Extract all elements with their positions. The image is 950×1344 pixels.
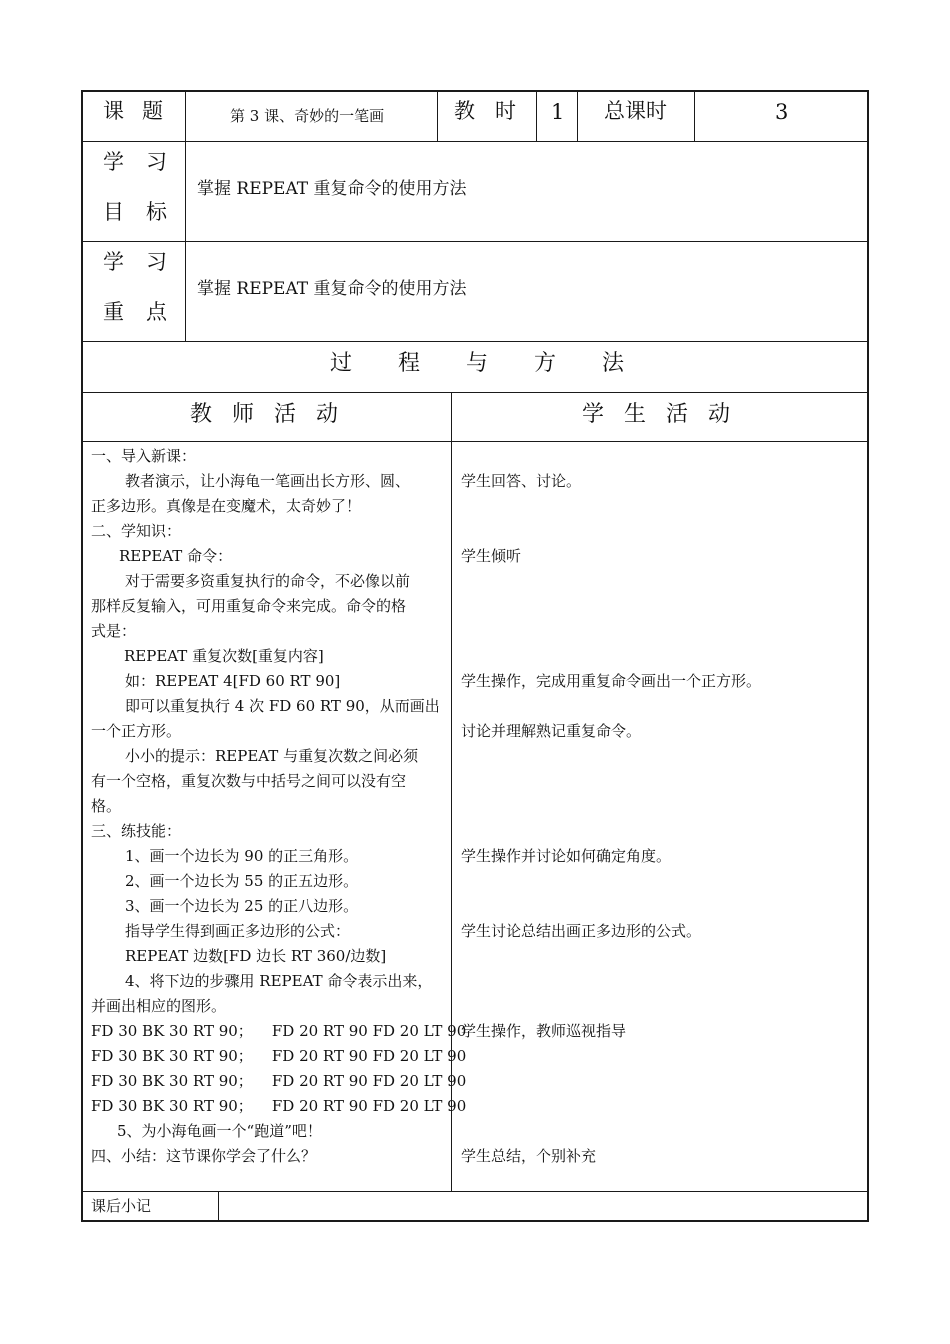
objective-label-line1: 学习 <box>103 150 189 174</box>
teacher-line: FD 30 BK 30 RT 90； FD 20 RT 90 FD 20 LT 90 <box>91 1047 467 1065</box>
topic-value: 第 3 课、奇妙的一笔画 <box>230 107 385 125</box>
focus-label-line1: 学习 <box>103 250 189 274</box>
teacher-line: 如：REPEAT 4[FD 60 RT 90] <box>125 672 341 690</box>
teacher-line: 那样反复输入，可用重复命令来完成。命令的格 <box>91 597 407 615</box>
teacher-line: REPEAT 命令： <box>119 547 233 565</box>
teacher-line: FD 30 BK 30 RT 90； FD 20 RT 90 FD 20 LT 90 <box>91 1022 467 1040</box>
teacher-line: 3、画一个边长为 25 的正八边形。 <box>125 897 359 915</box>
teacher-line: 5、为小海龟画一个“跑道”吧！ <box>117 1122 322 1140</box>
table-border-top <box>81 90 869 92</box>
objective-label-line2: 目标 <box>103 200 189 224</box>
student-line: 学生操作并讨论如何确定角度。 <box>461 847 672 865</box>
teacher-line: 格。 <box>91 797 122 815</box>
teacher-line: 二、学知识： <box>91 522 182 540</box>
student-line: 学生操作，教师巡视指导 <box>461 1022 627 1040</box>
student-line: 讨论并理解熟记重复命令。 <box>461 722 642 740</box>
section-title: 过程与方法 <box>330 351 671 376</box>
col-divider-total-value <box>694 90 695 142</box>
row-divider-focus <box>81 241 869 242</box>
teacher-line: 三、练技能： <box>91 822 182 840</box>
teacher-line: FD 30 BK 30 RT 90； FD 20 RT 90 FD 20 LT 90 <box>91 1072 467 1090</box>
teacher-line: 4、将下边的步骤用 REPEAT 命令表示出来， <box>125 972 433 990</box>
teacher-column-heading: 教师活动 <box>190 402 359 427</box>
teacher-line: 1、画一个边长为 90 的正三角形。 <box>125 847 359 865</box>
total-hours-label: 总课时 <box>604 99 667 123</box>
teacher-line: 指导学生得到画正多边形的公式： <box>125 922 351 940</box>
teacher-line: REPEAT 边数[FD 边长 RT 360/边数] <box>125 947 387 965</box>
teacher-line: 四、小结：这节课你学会了什么？ <box>91 1147 317 1165</box>
table-border-left <box>81 90 83 1222</box>
teacher-line: REPEAT 重复次数[重复内容] <box>124 647 324 665</box>
teacher-line: 2、画一个边长为 55 的正五边形。 <box>125 872 359 890</box>
teacher-line: FD 30 BK 30 RT 90； FD 20 RT 90 FD 20 LT 90 <box>91 1097 467 1115</box>
hours-value: 1 <box>551 100 565 124</box>
teacher-line: 一个正方形。 <box>91 722 182 740</box>
student-line: 学生总结，个别补充 <box>461 1147 597 1165</box>
row-divider-objective <box>81 141 869 142</box>
col-divider-total-label <box>577 90 578 142</box>
focus-label-line2: 重点 <box>103 300 189 324</box>
focus-text: 掌握 REPEAT 重复命令的使用方法 <box>197 279 467 299</box>
objective-text: 掌握 REPEAT 重复命令的使用方法 <box>197 179 467 199</box>
student-line: 学生倾听 <box>461 547 522 565</box>
teacher-line: 对于需要多资重复执行的命令，不必像以前 <box>125 572 411 590</box>
teacher-line: 一、导入新课： <box>91 447 197 465</box>
after-class-notes-label: 课后小记 <box>91 1197 152 1215</box>
teacher-line: 正多边形。真像是在变魔术，太奇妙了！ <box>91 497 362 515</box>
teacher-line: 式是： <box>91 622 137 640</box>
teacher-line: 教者演示，让小海龟一笔画出长方形、圆、 <box>125 472 411 490</box>
col-divider-footer <box>218 1191 219 1221</box>
teacher-line: 并画出相应的图形。 <box>91 997 227 1015</box>
student-line: 学生回答、讨论。 <box>461 472 582 490</box>
col-divider-hours-value <box>536 90 537 142</box>
hours-label: 教时 <box>454 99 536 123</box>
row-divider-footer <box>81 1191 869 1192</box>
row-divider-columns <box>81 392 869 393</box>
table-border-bottom <box>81 1220 869 1222</box>
teacher-line: 即可以重复执行 4 次 FD 60 RT 90，从而画出 <box>125 697 440 715</box>
topic-label: 课题 <box>103 99 181 123</box>
col-divider-hours-label <box>437 90 438 142</box>
teacher-line: 有一个空格，重复次数与中括号之间可以没有空 <box>91 772 407 790</box>
student-line: 学生讨论总结出画正多边形的公式。 <box>461 922 702 940</box>
row-divider-section <box>81 341 869 342</box>
student-line: 学生操作，完成用重复命令画出一个正方形。 <box>461 672 762 690</box>
total-hours-value: 3 <box>775 100 789 124</box>
table-border-right <box>867 90 869 1222</box>
student-column-heading: 学生活动 <box>582 402 751 427</box>
teacher-line: 小小的提示：REPEAT 与重复次数之间必须 <box>125 747 419 765</box>
row-divider-body <box>81 441 869 442</box>
